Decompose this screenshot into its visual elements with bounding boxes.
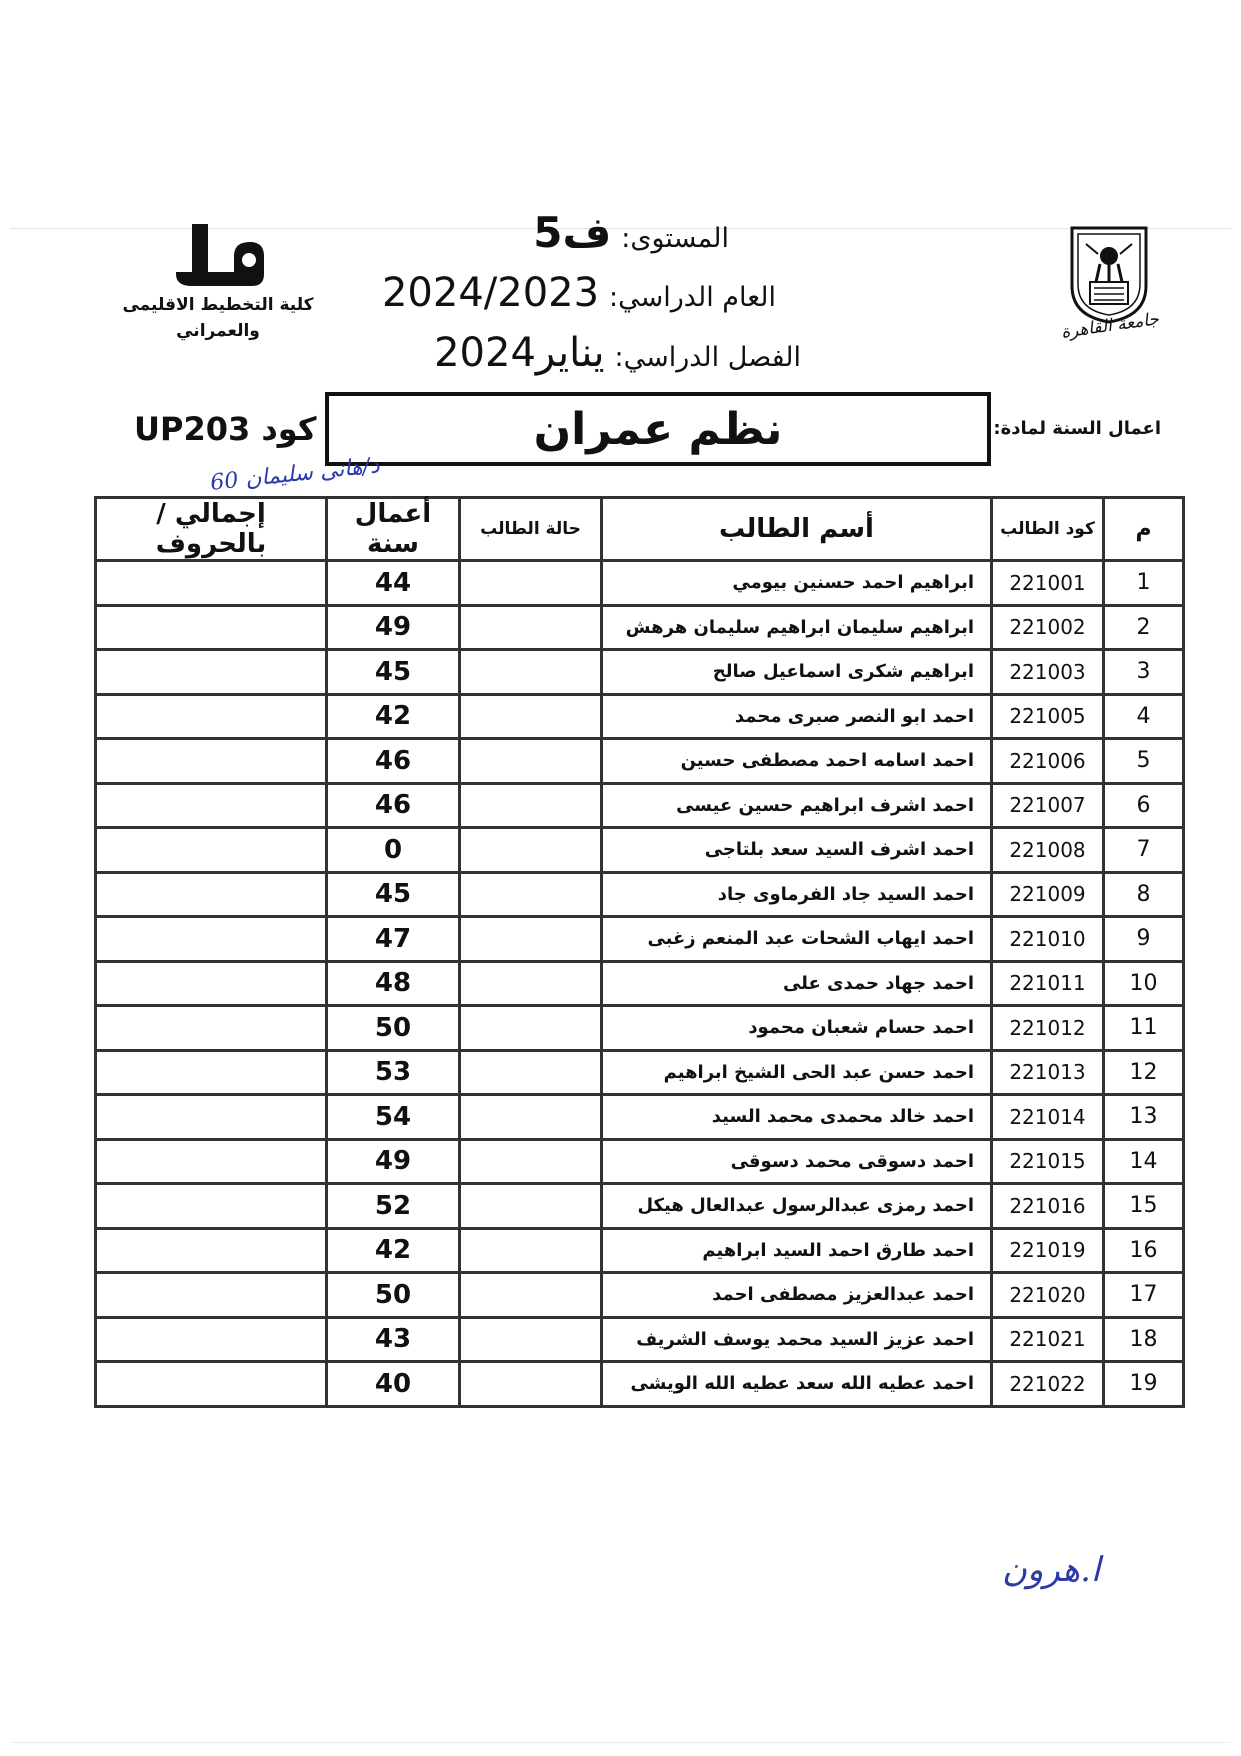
total-in-words	[96, 650, 327, 695]
total-in-words	[96, 917, 327, 962]
row-index: 9	[1104, 917, 1184, 962]
student-name: احمد اشرف السيد سعد بلتاجى	[602, 828, 992, 873]
academic-year-row	[382, 270, 776, 316]
student-status	[460, 1317, 602, 1362]
student-name: احمد جهاد حمدى على	[602, 961, 992, 1006]
subject-box	[325, 392, 991, 466]
table-row	[96, 1006, 1184, 1051]
student-name: ابراهيم شكرى اسماعيل صالح	[602, 650, 992, 695]
total-in-words	[96, 1006, 327, 1051]
row-index: 3	[1104, 650, 1184, 695]
handwritten-note: د/هانى سليمان 60	[209, 453, 381, 496]
table-row	[96, 1095, 1184, 1140]
row-index: 17	[1104, 1273, 1184, 1318]
row-index: 5	[1104, 739, 1184, 784]
student-status	[460, 1006, 602, 1051]
total-in-words	[96, 1317, 327, 1362]
student-name: احمد طارق احمد السيد ابراهيم	[602, 1228, 992, 1273]
table-row	[96, 561, 1184, 606]
student-name: احمد رمزى عبدالرسول عبدالعال هيكل	[602, 1184, 992, 1229]
student-code: 221014	[992, 1095, 1104, 1140]
table-row	[96, 1362, 1184, 1407]
student-code: 221001	[992, 561, 1104, 606]
student-name: احمد عطيه الله سعد عطيه الله الويشى	[602, 1362, 992, 1407]
course-code: كود UP203	[134, 410, 317, 448]
coursework-score: 50	[327, 1006, 460, 1051]
student-code: 221019	[992, 1228, 1104, 1273]
total-in-words	[96, 961, 327, 1006]
student-status	[460, 1228, 602, 1273]
total-in-words	[96, 1184, 327, 1229]
term-label: الفصل الدراسي:	[614, 342, 801, 373]
student-status	[460, 605, 602, 650]
table-row	[96, 1050, 1184, 1095]
student-code: 221010	[992, 917, 1104, 962]
seal-caption: جامعة القاهرة	[1059, 309, 1161, 343]
subject-name: نظم عمران	[533, 403, 783, 455]
header-code: كود الطالب	[992, 498, 1104, 561]
student-status	[460, 961, 602, 1006]
student-name: احمد ابو النصر صبرى محمد	[602, 694, 992, 739]
table-row	[96, 605, 1184, 650]
coursework-score: 52	[327, 1184, 460, 1229]
student-name: احمد السيد جاد الفرماوى جاد	[602, 872, 992, 917]
coursework-score: 54	[327, 1095, 460, 1140]
year-label: العام الدراسي:	[609, 282, 776, 313]
student-status	[460, 1139, 602, 1184]
coursework-score: 43	[327, 1317, 460, 1362]
faculty-name-line2: والعمراني	[176, 321, 260, 341]
bottom-rule	[10, 1742, 1231, 1743]
student-code: 221016	[992, 1184, 1104, 1229]
student-name: احمد دسوقى محمد دسوقى	[602, 1139, 992, 1184]
student-code: 221015	[992, 1139, 1104, 1184]
grades-table	[94, 496, 1185, 1408]
student-code: 221013	[992, 1050, 1104, 1095]
student-status	[460, 739, 602, 784]
year-value: 2024/2023	[381, 270, 600, 316]
grades-body	[96, 561, 1184, 1407]
table-row	[96, 694, 1184, 739]
row-index: 10	[1104, 961, 1184, 1006]
student-name: احمد عزيز السيد محمد يوسف الشريف	[602, 1317, 992, 1362]
table-row	[96, 739, 1184, 784]
student-name: احمد اشرف ابراهيم حسين عيسى	[602, 783, 992, 828]
total-in-words	[96, 1362, 327, 1407]
student-code: 221020	[992, 1273, 1104, 1318]
student-name: احمد ايهاب الشحات عبد المنعم زغبى	[602, 917, 992, 962]
student-name: احمد حسام شعبان محمود	[602, 1006, 992, 1051]
handwritten-signature: ا.هرون	[1002, 1550, 1101, 1590]
total-in-words	[96, 694, 327, 739]
header-name: أسم الطالب	[602, 498, 992, 561]
row-index: 12	[1104, 1050, 1184, 1095]
coursework-score: 47	[327, 917, 460, 962]
row-index: 11	[1104, 1006, 1184, 1051]
subject-prefix: اعمال السنة لمادة:	[993, 418, 1161, 439]
total-in-words	[96, 1273, 327, 1318]
table-row	[96, 961, 1184, 1006]
row-index: 4	[1104, 694, 1184, 739]
student-status	[460, 1050, 602, 1095]
student-code: 221003	[992, 650, 1104, 695]
faculty-logo-icon	[168, 214, 278, 290]
level-label: المستوى:	[621, 223, 729, 254]
student-name: ابراهيم سليمان ابراهيم سليمان هرهش	[602, 605, 992, 650]
faculty-name	[118, 292, 318, 344]
coursework-score: 50	[327, 1273, 460, 1318]
student-status	[460, 1273, 602, 1318]
student-status	[460, 650, 602, 695]
coursework-score: 44	[327, 561, 460, 606]
table-row	[96, 1184, 1184, 1229]
term-value: يناير2024	[434, 330, 605, 376]
student-status	[460, 1095, 602, 1140]
student-code: 221012	[992, 1006, 1104, 1051]
table-row	[96, 1139, 1184, 1184]
student-code: 221008	[992, 828, 1104, 873]
table-row	[96, 1317, 1184, 1362]
student-code: 221021	[992, 1317, 1104, 1362]
student-code: 221005	[992, 694, 1104, 739]
total-in-words	[96, 1228, 327, 1273]
student-code: 221011	[992, 961, 1104, 1006]
coursework-score: 49	[327, 605, 460, 650]
row-index: 2	[1104, 605, 1184, 650]
total-in-words	[96, 605, 327, 650]
coursework-score: 42	[327, 694, 460, 739]
student-name: احمد اسامه احمد مصطفى حسين	[602, 739, 992, 784]
level-row	[533, 208, 729, 257]
total-in-words	[96, 1139, 327, 1184]
coursework-score: 0	[327, 828, 460, 873]
coursework-score: 49	[327, 1139, 460, 1184]
row-index: 19	[1104, 1362, 1184, 1407]
student-name: ابراهيم احمد حسنين بيومي	[602, 561, 992, 606]
student-code: 221002	[992, 605, 1104, 650]
student-status	[460, 783, 602, 828]
coursework-score: 53	[327, 1050, 460, 1095]
coursework-score: 48	[327, 961, 460, 1006]
row-index: 7	[1104, 828, 1184, 873]
student-code: 221007	[992, 783, 1104, 828]
row-index: 18	[1104, 1317, 1184, 1362]
row-index: 13	[1104, 1095, 1184, 1140]
total-in-words	[96, 828, 327, 873]
table-row	[96, 1273, 1184, 1318]
coursework-score: 46	[327, 739, 460, 784]
student-status	[460, 828, 602, 873]
table-header-row	[96, 498, 1184, 561]
student-status	[460, 561, 602, 606]
student-name: احمد خالد محمدى محمد السيد	[602, 1095, 992, 1140]
student-code: 221022	[992, 1362, 1104, 1407]
university-seal-icon	[1066, 224, 1152, 324]
row-index: 14	[1104, 1139, 1184, 1184]
row-index: 6	[1104, 783, 1184, 828]
header-total: إجمالي / بالحروف	[96, 498, 327, 561]
row-index: 1	[1104, 561, 1184, 606]
student-name: احمد حسن عبد الحى الشيخ ابراهيم	[602, 1050, 992, 1095]
total-in-words	[96, 561, 327, 606]
table-row	[96, 917, 1184, 962]
coursework-score: 46	[327, 783, 460, 828]
coursework-score: 45	[327, 650, 460, 695]
table-row	[96, 828, 1184, 873]
row-index: 16	[1104, 1228, 1184, 1273]
header-index: م	[1104, 498, 1184, 561]
student-status	[460, 917, 602, 962]
student-code: 221009	[992, 872, 1104, 917]
table-row	[96, 783, 1184, 828]
total-in-words	[96, 1050, 327, 1095]
total-in-words	[96, 1095, 327, 1140]
student-name: احمد عبدالعزيز مصطفى احمد	[602, 1273, 992, 1318]
row-index: 8	[1104, 872, 1184, 917]
total-in-words	[96, 739, 327, 784]
student-status	[460, 872, 602, 917]
coursework-score: 40	[327, 1362, 460, 1407]
student-code: 221006	[992, 739, 1104, 784]
table-row	[96, 650, 1184, 695]
table-row	[96, 872, 1184, 917]
table-row	[96, 1228, 1184, 1273]
coursework-score: 42	[327, 1228, 460, 1273]
coursework-score: 45	[327, 872, 460, 917]
term-row	[434, 330, 801, 376]
student-status	[460, 694, 602, 739]
header-score: أعمال سنة	[327, 498, 460, 561]
faculty-name-line1: كلية التخطيط الاقليمى	[122, 295, 314, 315]
student-status	[460, 1184, 602, 1229]
row-index: 15	[1104, 1184, 1184, 1229]
total-in-words	[96, 872, 327, 917]
total-in-words	[96, 783, 327, 828]
header-status: حالة الطالب	[460, 498, 602, 561]
student-status	[460, 1362, 602, 1407]
level-value: ف5	[533, 208, 612, 257]
